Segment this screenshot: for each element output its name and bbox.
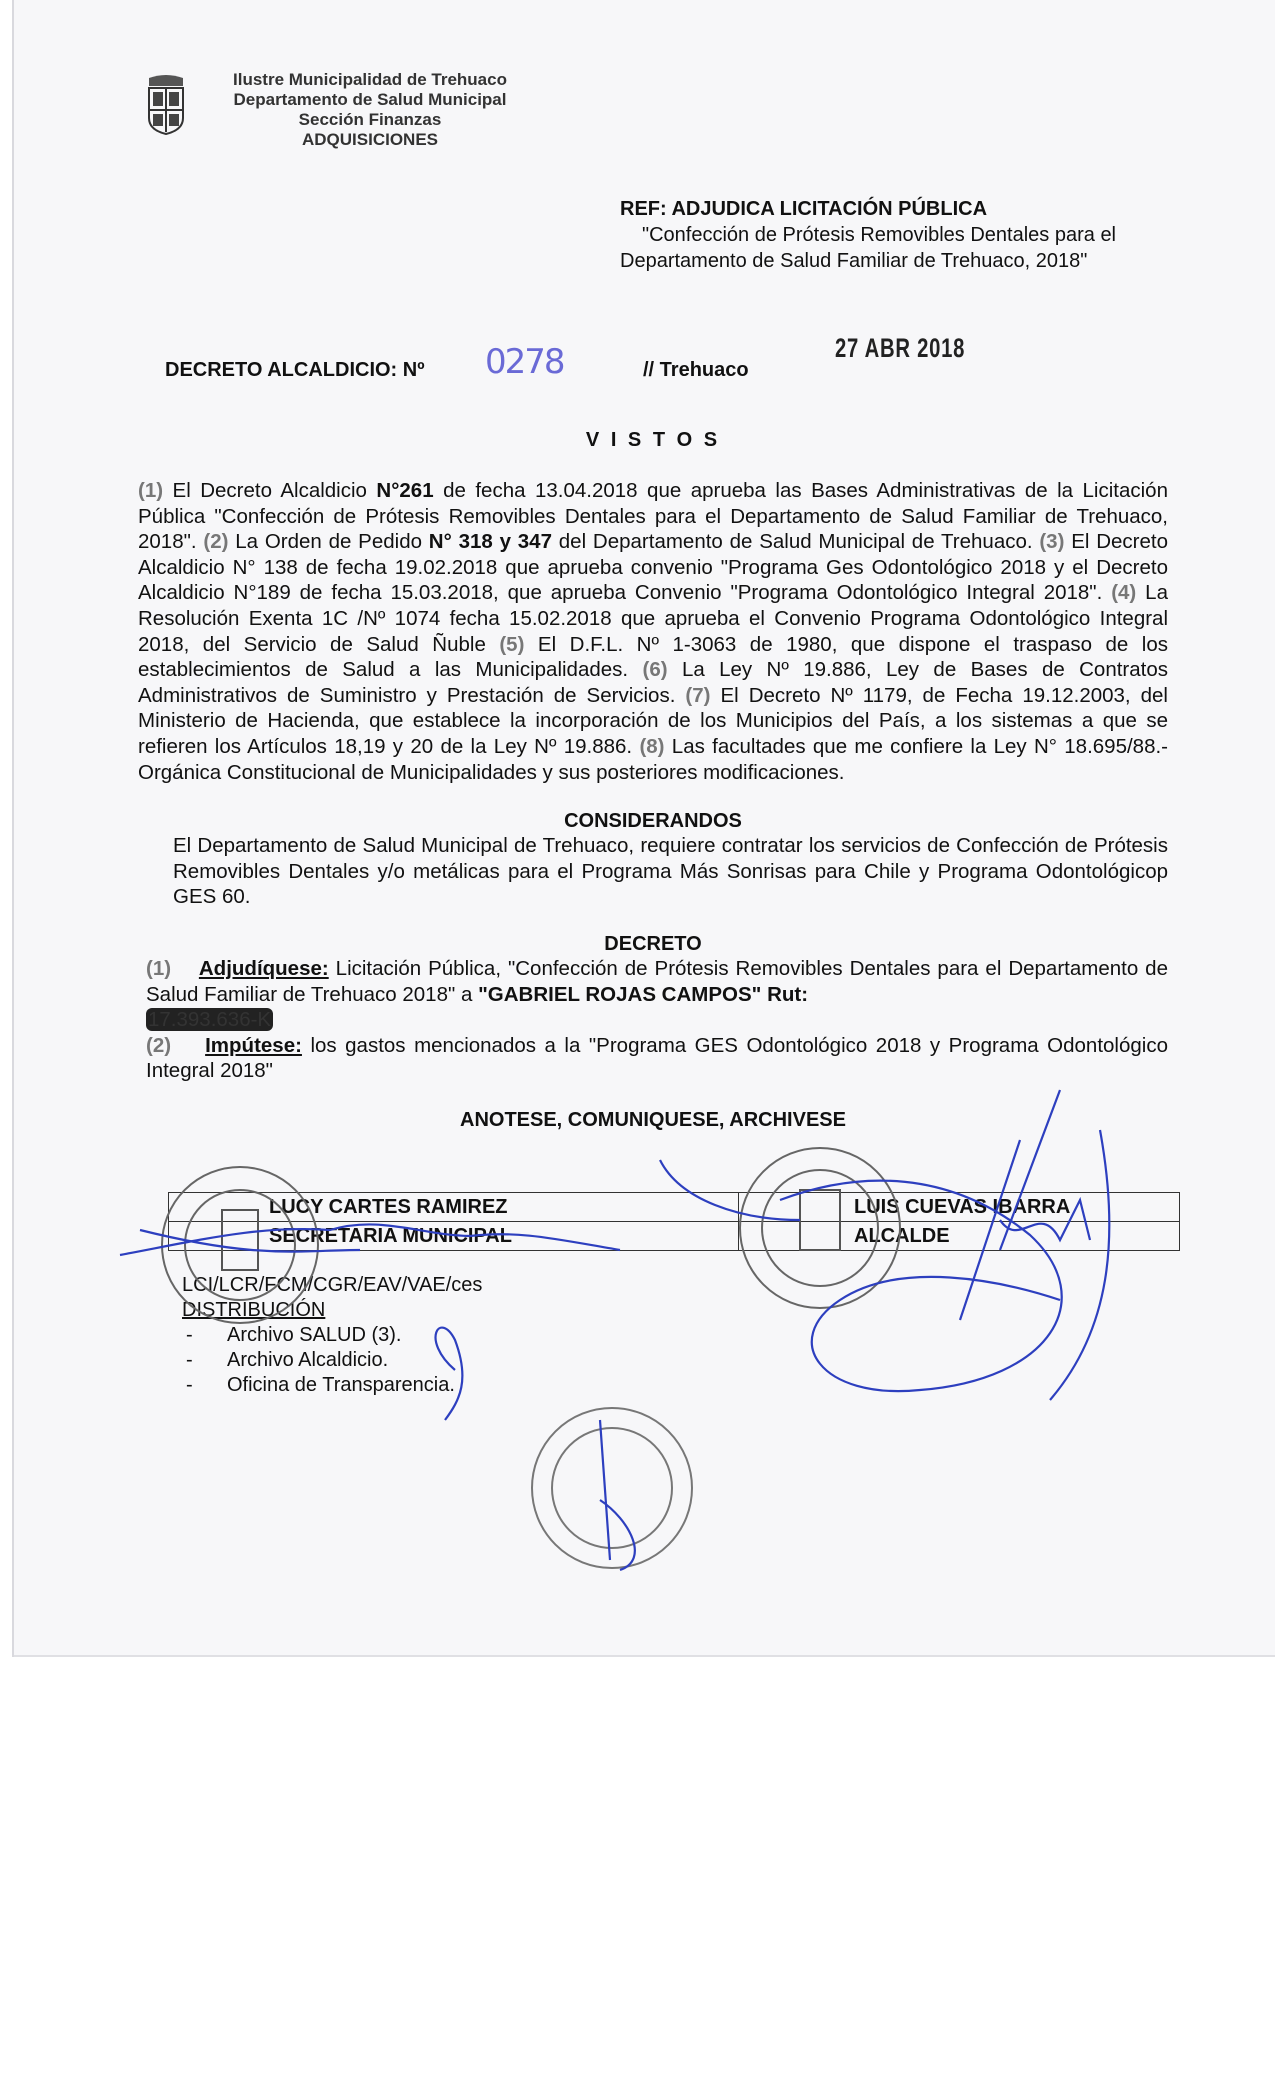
- item-number: (2): [203, 530, 229, 554]
- vistos-heading: V I S T O S: [585, 429, 721, 451]
- distribution-item: - Archivo Alcaldicio.: [182, 1348, 1168, 1373]
- vistos-text: La Orden de Pedido: [228, 530, 429, 554]
- item-number: (1): [138, 479, 164, 502]
- vistos-text: La Resolución Exenta 1C /Nº 1074 fecha 15.02.2018 que aprueba el Convenio Programa Odontológico Integral 2018, del Servicio de Salud Ñuble: [138, 581, 1168, 656]
- letterhead: [190, 70, 550, 150]
- letterhead-line: Ilustre Municipalidad de Trehuaco: [233, 70, 507, 89]
- initials: LCI/LCR/FCM/CGR/EAV/VAE/ces: [182, 1273, 483, 1296]
- imputese-label: Impútese:: [205, 1033, 302, 1057]
- letterhead-line: Sección Finanzas: [298, 110, 442, 129]
- considerandos-heading: CONSIDERANDOS: [564, 810, 742, 833]
- distribution-item: - Oficina de Transparencia.: [182, 1373, 1168, 1398]
- vistos-text: El Decreto Nº 1179, de Fecha 19.12.2003, del Ministerio de Hacienda, que establece la incorporación de los Municipios del País, a los sistemas a que se refieren los Artículos 18,19 y 20 de la Ley Nº 19.886.: [138, 683, 1168, 758]
- reference-title: REF: ADJUDICA LICITACIÓN PÚBLICA: [620, 198, 988, 220]
- vistos-bold: N°261: [376, 479, 434, 502]
- footer-block: [182, 1273, 1168, 1398]
- vistos-text: La Ley Nº 19.886, Ley de Bases de Contratos Administrativos de Suministro y Prestación de Servicios.: [138, 658, 1169, 707]
- vistos-text: Las facultades que me confiere la Ley N° 18.695/88.- Orgánica Constitucional de Municipalidades y sus posteriores modificaciones.: [138, 734, 1169, 784]
- item-number: (3): [1039, 530, 1065, 554]
- reference-block: [620, 196, 1160, 274]
- item-number: (5): [499, 632, 525, 656]
- distribution-item: - Archivo SALUD (3).: [182, 1323, 1168, 1348]
- right-signer-name: LUIS CUEVAS IBARRA: [739, 1192, 1180, 1221]
- decreto-text: Licitación Pública, "Confección de Prótesis Removibles Dentales para el Departamento de Salud Familiar de Trehuaco 2018" a: [146, 956, 1168, 1006]
- distribution-list: [182, 1323, 1168, 1398]
- vistos-paragraph: [138, 478, 1168, 785]
- adjudiquese-label: Adjudíquese:: [198, 956, 329, 980]
- right-signer-title: ALCALDE: [739, 1221, 1180, 1250]
- signature-table: [168, 1192, 1180, 1251]
- item-number: (8): [639, 734, 665, 758]
- decreto-text: los gastos mencionados a la "Programa GES Odontológico 2018 y Programa Odontológico Integral 2018": [146, 1033, 1168, 1083]
- considerandos-paragraph: El Departamento de Salud Municipal de Trehuaco, requiere contratar los servicios de Confección de Prótesis Removibles Dentales y/o metálicas para el Programa Más Sonrisas para Chile y Programa Odontológicop GES 60.: [173, 834, 1168, 909]
- left-signer-title: SECRETARIA MUNICIPAL: [169, 1221, 739, 1250]
- item-number: (1): [146, 956, 172, 980]
- left-signer-name: LUCY CARTES RAMIREZ: [169, 1192, 739, 1221]
- decreto-heading: DECRETO: [604, 932, 702, 955]
- redacted-rut: 17.393.636-K: [148, 1008, 272, 1032]
- vistos-text: del Departamento de Salud Municipal de Trehuaco.: [551, 530, 1040, 554]
- item-number: (4): [1111, 581, 1137, 605]
- letterhead-line: Departamento de Salud Municipal: [233, 90, 507, 109]
- distribution-label: DISTRIBUCIÓN: [182, 1298, 326, 1321]
- rut-label: Rut:: [761, 982, 809, 1006]
- item-number: (7): [685, 683, 711, 707]
- vistos-bold: N° 318 y 347: [428, 530, 552, 554]
- decree-number-handwritten: 0278: [485, 342, 564, 382]
- vistos-text: de fecha 13.04.2018 que aprueba las Bases Administrativas de la Licitación Pública "Confección de Prótesis Removibles Dentales para el Departamento de Salud Familiar de Trehuaco, 2018".: [138, 479, 1168, 554]
- decreto-paragraph: [146, 956, 1168, 1084]
- vistos-text: El Decreto Alcaldicio N° 138 de fecha 19.02.2018 que aprueba convenio "Programa Ges Odontológico 2018 y el Decreto Alcaldicio N°189 de fecha 15.03.2018, que aprueba Convenio "Programa Odontológico Integral 2018".: [138, 530, 1169, 605]
- closing-formula: ANOTESE, COMUNIQUESE, ARCHIVESE: [460, 1108, 846, 1131]
- item-number: (6): [642, 658, 668, 682]
- document-body: [138, 428, 1168, 1398]
- letterhead-line: ADQUISICIONES: [301, 130, 439, 149]
- reference-text: "Confección de Prótesis Removibles Dentales para el Departamento de Salud Familiar de Trehuaco, 2018": [620, 224, 1117, 272]
- vistos-text: El Decreto Alcaldicio: [163, 479, 377, 502]
- date-stamp: 27 ABR 2018: [835, 333, 966, 363]
- decree-city: // Trehuaco: [643, 359, 749, 381]
- decree-label: DECRETO ALCALDICIO: Nº: [165, 359, 425, 381]
- municipal-coat-of-arms-logo: [145, 74, 187, 136]
- awardee-name: "GABRIEL ROJAS CAMPOS": [478, 982, 762, 1006]
- item-number: (2): [146, 1033, 172, 1057]
- vistos-text: El D.F.L. Nº 1-3063 de 1980, que dispone el traspaso de los establecimientos de Salud a las Municipalidades.: [138, 632, 1168, 682]
